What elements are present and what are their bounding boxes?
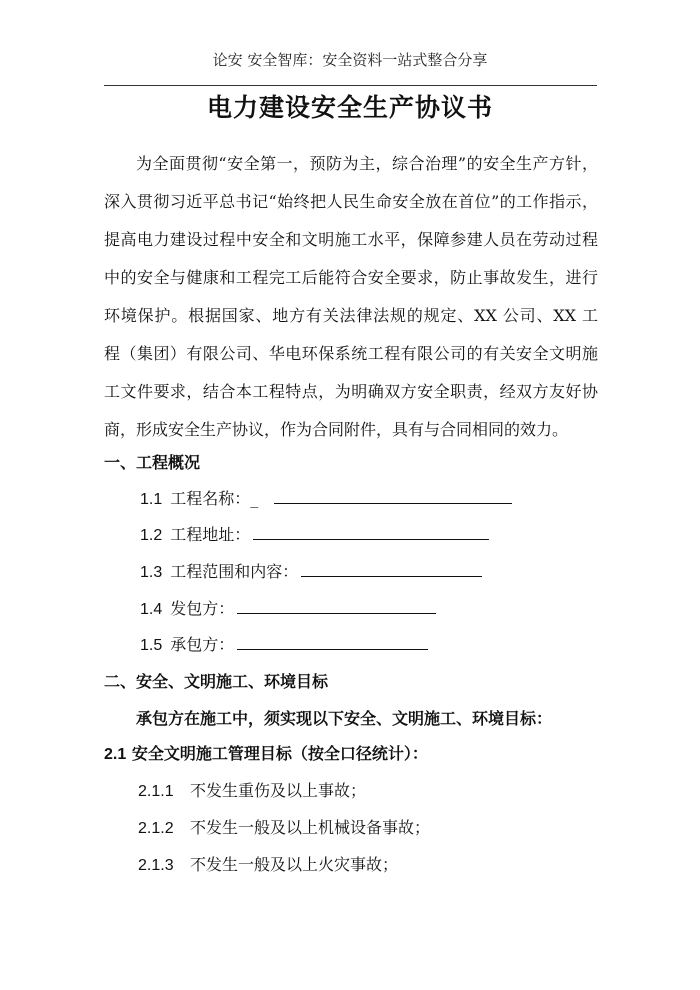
field-label: 承包方：: [170, 635, 235, 654]
list-item: [138, 852, 398, 875]
project-scope-input-line[interactable]: [301, 560, 482, 577]
section-lead: 承包方在施工中，须实现以下安全、文明施工、环境目标：: [136, 709, 553, 728]
page-header: 论安 安全智库：安全资料一站式整合分享: [212, 51, 488, 69]
item-number: 2.1.2: [138, 820, 174, 837]
field-label: 发包方：: [170, 599, 235, 618]
project-address-input-line[interactable]: [253, 523, 489, 540]
item-number: 2.1.3: [138, 857, 174, 874]
subsection-title: 安全文明施工管理目标（按全口径统计）：: [131, 744, 428, 763]
subsection-number: 2.1: [104, 746, 127, 763]
subsection-heading: [104, 741, 428, 764]
field-number: 1.1: [140, 491, 163, 508]
contractor-input-line[interactable]: [237, 633, 428, 650]
field-label: 工程范围和内容：: [170, 562, 299, 581]
intro-line: 为全面贯彻“安全第一，预防为主，综合治理”的安全生产方针，: [136, 154, 598, 173]
field-label: 工程地址：: [170, 525, 251, 544]
list-item: [138, 778, 366, 801]
field-number: 1.5: [140, 637, 163, 654]
item-text: 不发生重伤及以上事故；: [190, 781, 367, 800]
field-project-name: [140, 486, 512, 509]
item-number: 2.1.1: [138, 783, 174, 800]
section-heading-overview: 一、工程概况: [104, 453, 201, 472]
item-text: 不发生一般及以上火灾事故；: [190, 855, 399, 874]
field-number: 1.2: [140, 527, 163, 544]
intro-line: 商，形成安全生产协议，作为合同附件，具有与合同相同的效力。: [104, 420, 569, 439]
field-number: 1.3: [140, 564, 163, 581]
intro-line: 提高电力建设过程中安全和文明施工水平，保障参建人员在劳动过程: [104, 230, 598, 249]
field-employer: [140, 596, 436, 619]
field-number: 1.4: [140, 601, 163, 618]
employer-input-line[interactable]: [237, 597, 436, 614]
intro-line: 中的安全与健康和工程完工后能符合安全要求，防止事故发生，进行: [104, 268, 598, 287]
field-project-address: [140, 522, 489, 545]
item-text: 不发生一般及以上机械设备事故；: [190, 818, 431, 837]
header-divider: [104, 85, 597, 86]
field-contractor: [140, 632, 428, 655]
field-label: 工程名称：_: [170, 489, 259, 508]
intro-line: 工文件要求，结合本工程特点，为明确双方安全职责，经双方友好协: [104, 382, 598, 401]
intro-line: 环境保护。根据国家、地方有关法律法规的规定、XX 公司、XX 工: [104, 306, 598, 325]
intro-paragraph: [104, 145, 598, 449]
list-item: [138, 815, 430, 838]
field-project-scope: [140, 559, 482, 582]
intro-line: 深入贯彻习近平总书记“始终把人民生命安全放在首位”的工作指示，: [104, 192, 598, 211]
section-heading-targets: 二、安全、文明施工、环境目标: [104, 672, 329, 691]
intro-line: 程（集团）有限公司、华电环保系统工程有限公司的有关安全文明施: [104, 344, 598, 363]
project-name-input-line[interactable]: [274, 487, 512, 504]
document-title: 电力建设安全生产协议书: [206, 93, 493, 122]
